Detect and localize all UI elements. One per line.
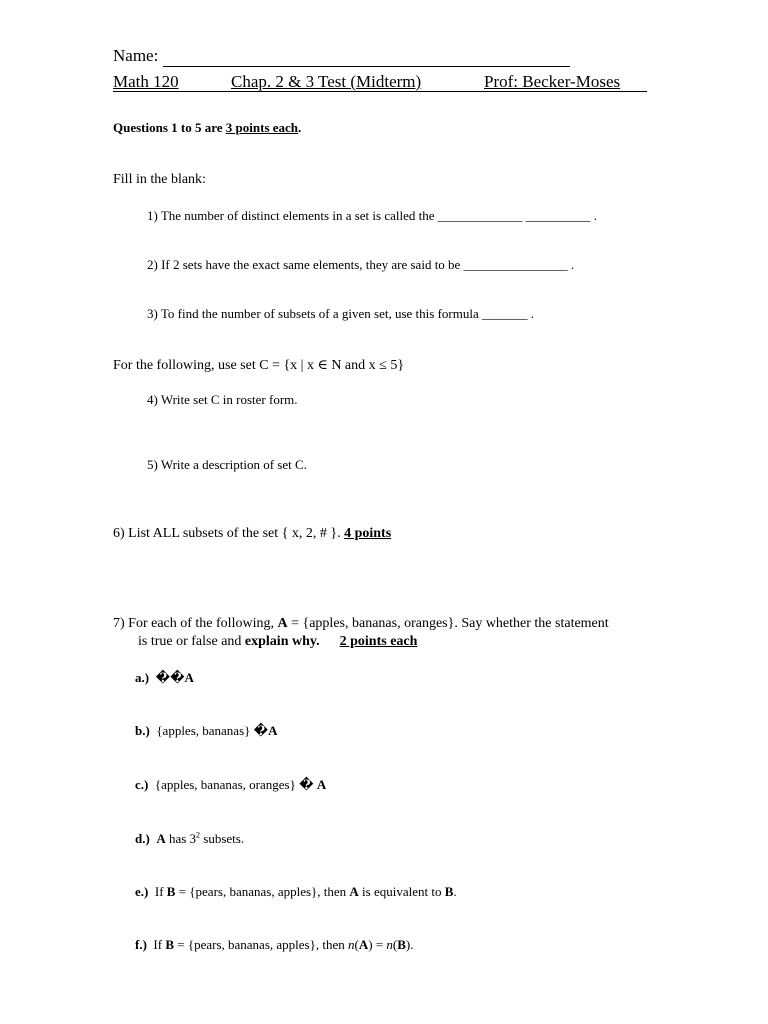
question-4: 4) Write set C in roster form. [147,392,298,407]
question-2: 2) If 2 sets have the exact same elements, they are said to be ________________ . [147,257,575,272]
question-6: 6) List ALL subsets of the set { x, 2, # }. 4 points [113,526,392,541]
question-7f: f.) If B = {pears, bananas, apples}, then n(A) = n(B). [135,937,414,952]
name-label: Name: [113,46,159,65]
name-blank-line[interactable] [163,66,570,67]
question-3: 3) To find the number of subsets of a given set, use this formula _______ . [147,306,534,321]
points-note: Questions 1 to 5 are 3 points each. [113,120,302,135]
question-7c: c.) {apples, bananas, oranges} � A [135,777,327,792]
missing-symbol-glyph: � [299,777,314,792]
question-6-points: 4 points [344,526,392,541]
question-7b: b.) {apples, bananas} �A [135,723,278,738]
test-title: Chap. 2 & 3 Test (Midterm) [231,72,422,91]
professor-name: Prof: Becker-Moses [484,72,621,91]
question-7-points: 2 points each [339,634,418,649]
question-7e: e.) If B = {pears, bananas, apples}, then A is equivalent to B. [135,884,457,899]
fill-blank-intro: Fill in the blank: [113,172,206,187]
question-7d: d.) A has $3^2$ subsets. [135,830,245,846]
header-underline [113,91,647,92]
missing-symbol-glyph: �� [155,670,185,685]
question-1: 1) The number of distinct elements in a set is called the _____________ __________ . [147,208,597,223]
set-c-intro: For the following, use set C = {x | x ∈ N and x ≤ 5} [113,358,405,373]
question-7-line1: 7) For each of the following, A = {apples, bananas, oranges}. Say whether the statement [113,616,609,631]
course-code: Math 120 [113,72,179,91]
question-5: 5) Write a description of set C. [147,457,307,472]
missing-symbol-glyph: � [253,723,269,738]
question-7a: a.) ��A [135,670,194,685]
question-7-line2: is true or false and explain why. 2 points each [138,634,418,649]
